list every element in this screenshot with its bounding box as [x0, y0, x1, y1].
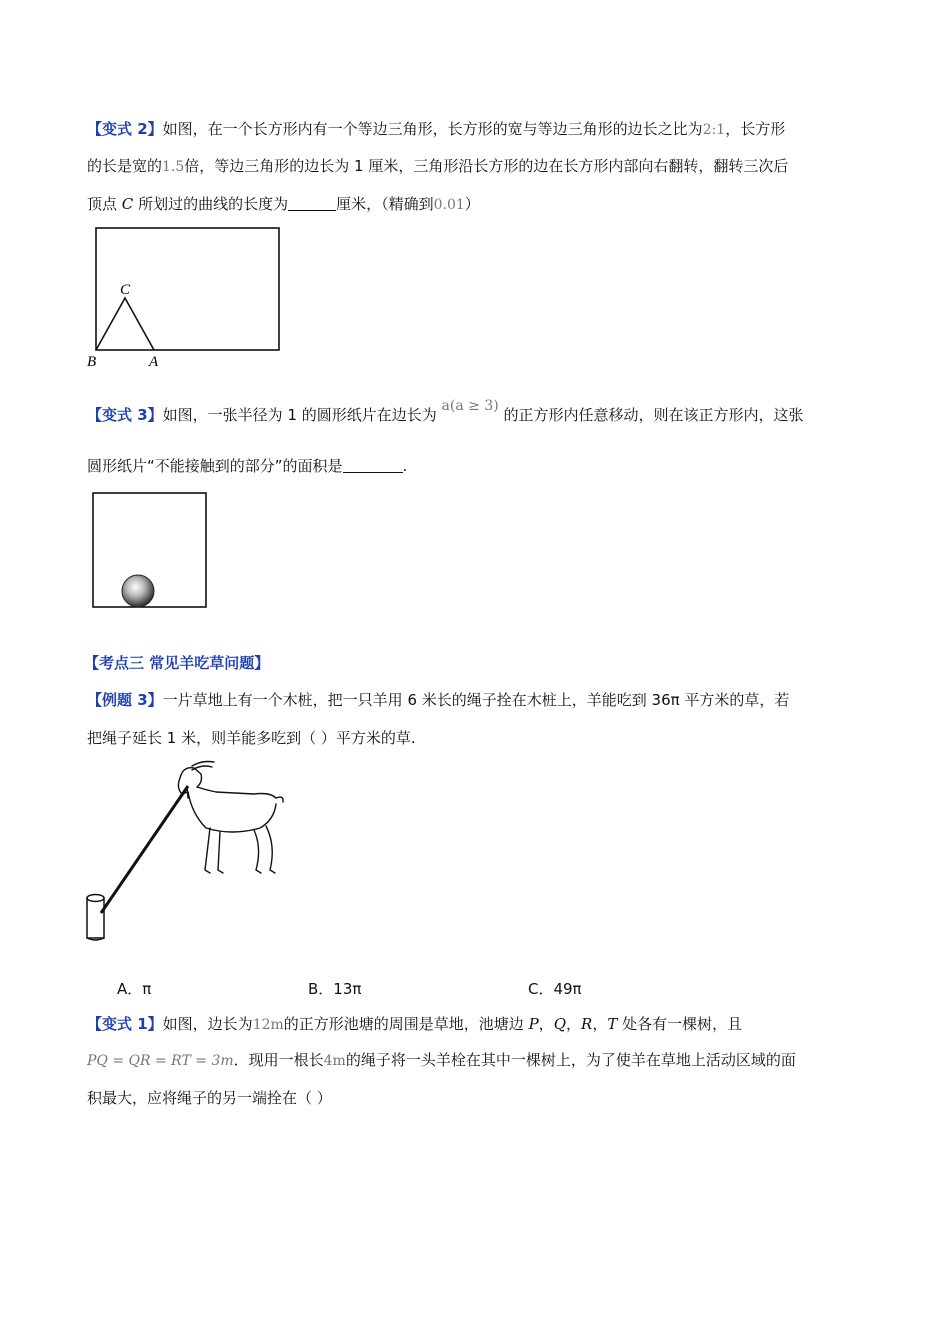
- example3-line1: 【例题 3】一片草地上有一个木桩，把一只羊用 6 米长的绳子拴在木桩上，羊能吃到 36π 平方米的草，若: [87, 691, 790, 709]
- option-c[interactable]: C．49π: [528, 980, 582, 998]
- example3-tag: 【例题 3】: [87, 691, 163, 709]
- variant2-line2: 的长是宽的1.5倍，等边三角形的边长为 1 厘米，三角形沿长方形的边在长方形内部向右翻转，翻转三次后: [87, 157, 789, 175]
- option-a[interactable]: A．π: [117, 980, 152, 998]
- option-b[interactable]: B．13π: [308, 980, 362, 998]
- vertex-label: C: [121, 195, 134, 213]
- goat-icon: [178, 762, 283, 874]
- side-expression: a(a ≥ 3): [441, 398, 499, 414]
- label-b: B: [87, 354, 97, 370]
- equilateral-triangle: [96, 298, 154, 350]
- variant1-line3: 积最大，应将绳子的另一端拴在（ ）: [87, 1089, 332, 1107]
- precision-value: 0.01: [433, 197, 465, 213]
- variant3-line2: 圆形纸片“不能接触到的部分”的面积是 .: [87, 457, 408, 475]
- area-blank: [343, 456, 403, 473]
- rope: [101, 786, 188, 913]
- variant3-tag: 【变式 3】: [87, 406, 163, 424]
- variant2-line3: 顶点 C 所划过的曲线的长度为 厘米，（精确到0.01）: [87, 195, 480, 213]
- label-c: C: [120, 282, 131, 298]
- ratio-value: 2:1: [702, 122, 726, 138]
- stake-icon: [87, 895, 104, 941]
- variant1-line2: PQ = QR = RT = 3m．现用一根长4m的绳子将一头羊栓在其中一棵树上，为了使羊在草地上活动区域的面: [87, 1051, 796, 1069]
- times-value: 1.5: [162, 159, 185, 175]
- variant2-tag: 【变式 2】: [87, 120, 163, 138]
- variant2-line1: 【变式 2】如图，在一个长方形内有一个等边三角形，长方形的宽与等边三角形的边长之比为2:1，长方形: [87, 120, 786, 138]
- example3-line2: 把绳子延长 1 米，则羊能多吃到（ ）平方米的草.: [87, 729, 416, 747]
- goat-figure: [84, 758, 294, 948]
- label-a: A: [149, 354, 159, 370]
- square-circle-figure: [90, 490, 210, 610]
- variant1-tag: 【变式 1】: [87, 1015, 163, 1033]
- variant3-line1: 【变式 3】如图，一张半径为 1 的圆形纸片在边长为 a(a ≥ 3) 的正方形内任意移动，则在该正方形内，这张: [87, 398, 804, 424]
- rope-length: 4m: [323, 1053, 346, 1069]
- pond-side: 12m: [252, 1017, 284, 1033]
- rectangle-triangle-figure: [84, 222, 294, 372]
- tree-spacing-equation: PQ = QR = RT = 3m: [87, 1053, 234, 1069]
- section3-title: 【考点三 常见羊吃草问题】: [84, 654, 270, 672]
- variant1-line1: 【变式 1】如图，边长为12m的正方形池塘的周围是草地，池塘边 P，Q，R，T 处各有一棵树，且: [87, 1015, 743, 1033]
- paper-circle: [122, 575, 154, 607]
- answer-blank: [288, 194, 336, 211]
